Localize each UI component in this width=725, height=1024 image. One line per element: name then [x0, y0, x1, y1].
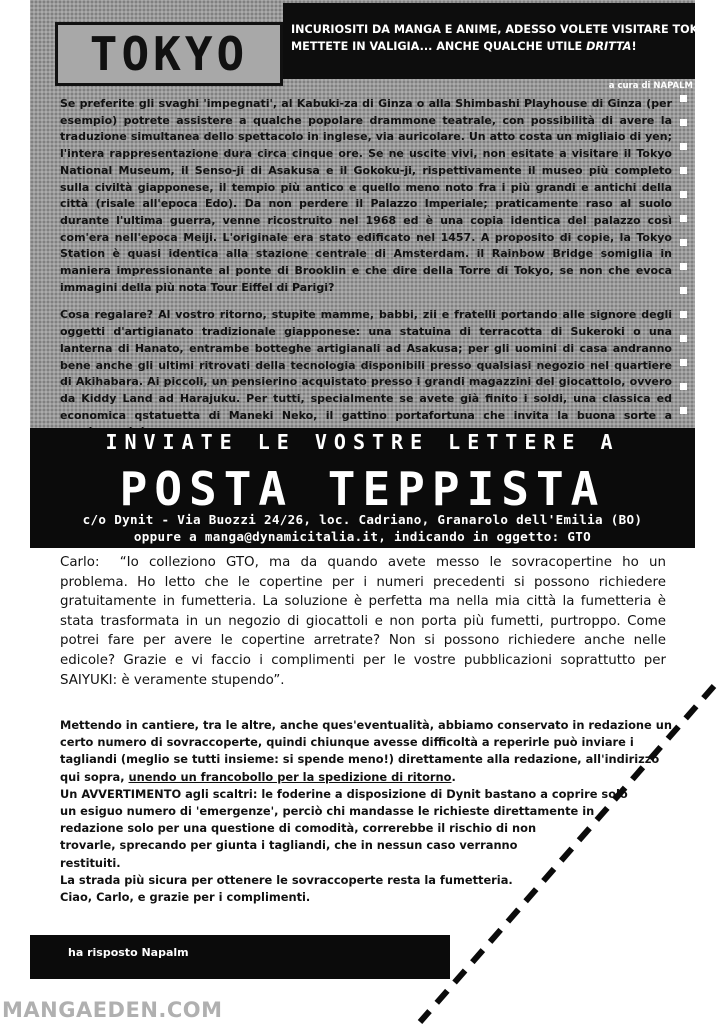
banner-heading: INVIATE LE VOSTRE LETTERE A [105, 430, 620, 454]
letter-sender: Carlo: [60, 555, 100, 570]
dashed-diagonal [420, 686, 714, 1022]
intro-text: METTETE IN VALIGIA... ANCHE QUALCHE UTILE [291, 40, 583, 53]
answer-line: La strada più sicura per ottenere le sovraccoperte resta la fumetteria. [60, 872, 513, 887]
article-paragraph-2: Cosa regalare? Al vostro ritorno, stupite mamme, babbi, zii e fratelli portando alle signore degli oggetti d'artigianato tradizionale giapponese: una statuina di terracotta di Sukeroki o una lanterna di Hanato, entrambe botteghe artigianali ad Asakusa; per gli uomini di casa andranno bene anche gli ultimi ritrovati della tecnologia disponibili presso qualsiasi negozio nel quartiere di Akihabara. Ai piccoli, un pensierino acquistato presso i grandi magazzini del giocattolo, ovvero da Kiddy Land ad Harajuku. Per tutti, specialmente se avete già finito i soldi, una classica ed economica qstatuetta di Maneki Neko, il gattino portafortuna che invita la buona sorte a [60, 308, 672, 422]
answer-line: Ciao, Carlo, e grazie per i complimenti. [60, 890, 311, 905]
answer-line: Un AVVERTIMENTO agli scaltri: le foderine a disposizione di Dynit bastano a coprire solo [60, 786, 628, 801]
answer-line: un esiguo numero di 'emergenze', perciò chi mandasse le richieste direttamente in [60, 804, 595, 819]
answer-underlined-text: unendo un francobollo per la spedizione di ritorno [128, 769, 452, 784]
page-title: TOKYO [89, 27, 249, 81]
byline: a cura di NAPALM [608, 81, 693, 91]
banner-title: POSTA TEPPISTA [119, 462, 606, 516]
email-address: oppure a manga@dynamicitalia.it, indicando in oggetto: GTO [133, 529, 592, 544]
answer-line: Mettendo in cantiere, tra le altre, anche ques'eventualità, abbiamo conservato in redazione un [60, 718, 672, 732]
intro-italic: DRITTA [586, 40, 632, 53]
letter-text: “Io colleziono GTO, ma da quando avete messo le sovracopertine ho un problema. Ho letto che le copertine per i numeri precedenti si possono richiedere gratuitamente in fumetteria. La soluzione è perfetta ma nella mia città la fumetteria è stata trasformata in un negozio di giocattoli e non porta più fumetti, purtroppo. Come potrei fare per avere le copertine arretrate? Non si possono richiedere anche nelle edicole? Grazie e vi faccio i complimenti per le vostre pubblicazioni soprattutto per SAIYUKI: è veramente stupendo”. [60, 555, 666, 688]
postal-address: c/o Dynit - Via Buozzi 24/26, loc. Cadriano, Granarolo dell'Emilia (BO) [82, 512, 643, 527]
answer-line: tagliandi (meglio se tutti insieme: si spende meno!) direttamente alla redazione, all'indirizzo [60, 752, 660, 767]
answer-text: qui sopra, [60, 769, 125, 784]
answer-text: . [451, 769, 456, 784]
article-paragraph-1: Se preferite gli svaghi 'impegnati', al Kabuki-za di Ginza o alla Shimbashi Playhouse di Ginza (per esempio) potrete assistere a qualche popolare drammone teatrale, con possibilità di avere la traduzione simultanea dello spettacolo in inglese, via auricolare. Un atto costa un migliaio di yen; l'intera rappresentazione dura circa cinque ore. Se ne uscite vivi, non esitate a visitare il Tokyo National Museum, il Senso-ji di Asakusa e il Gokoku-ji, rispettivamente il museo più completo sulla civiltà giapponese, il tempio più antico e quello meno noto fra i più grandi e antichi della città (risale all'epoca Edo). Da non perdere il Palazzo Imperiale; praticamente raso al suolo durante l'ultima guerra, venne ricostruito nel 1968 ed è una copia identica del palazzo così com'era nell'epoca Meiji. L'originale era stato edificato nel 1457. A proposito di copie, la Tokyo Station è quasi identica alla stazione centrale di Amsterdam. il Rainbow Bridge somiglia in maniera impressionante al ponte di Brooklin e che dire della Torre di Tokyo, se non che evoca immagini della più nota Tour Eiffel di Parigi? [60, 97, 672, 294]
answer-line: trovarle, sprecando per giunta i tagliandi, che in nessun caso verranno [60, 838, 518, 853]
intro-end: ! [631, 40, 637, 53]
answer-line: certo numero di sovraccoperte, quindi chiunque avesse difficoltà a reperirle può inviare i [60, 735, 634, 750]
signature-bar [30, 935, 450, 979]
signature: ha risposto Napalm [68, 946, 189, 959]
answer-line: redazione solo per una questione di comodità, correrebbe il rischio di non [60, 821, 537, 836]
watermark: MANGAEDEN.COM [2, 998, 223, 1022]
intro-line-1: INCURIOSITI DA MANGA E ANIME, ADESSO VOLETE VISITARE TOKYO? [291, 23, 723, 36]
answer-line: restituiti. [60, 855, 121, 870]
